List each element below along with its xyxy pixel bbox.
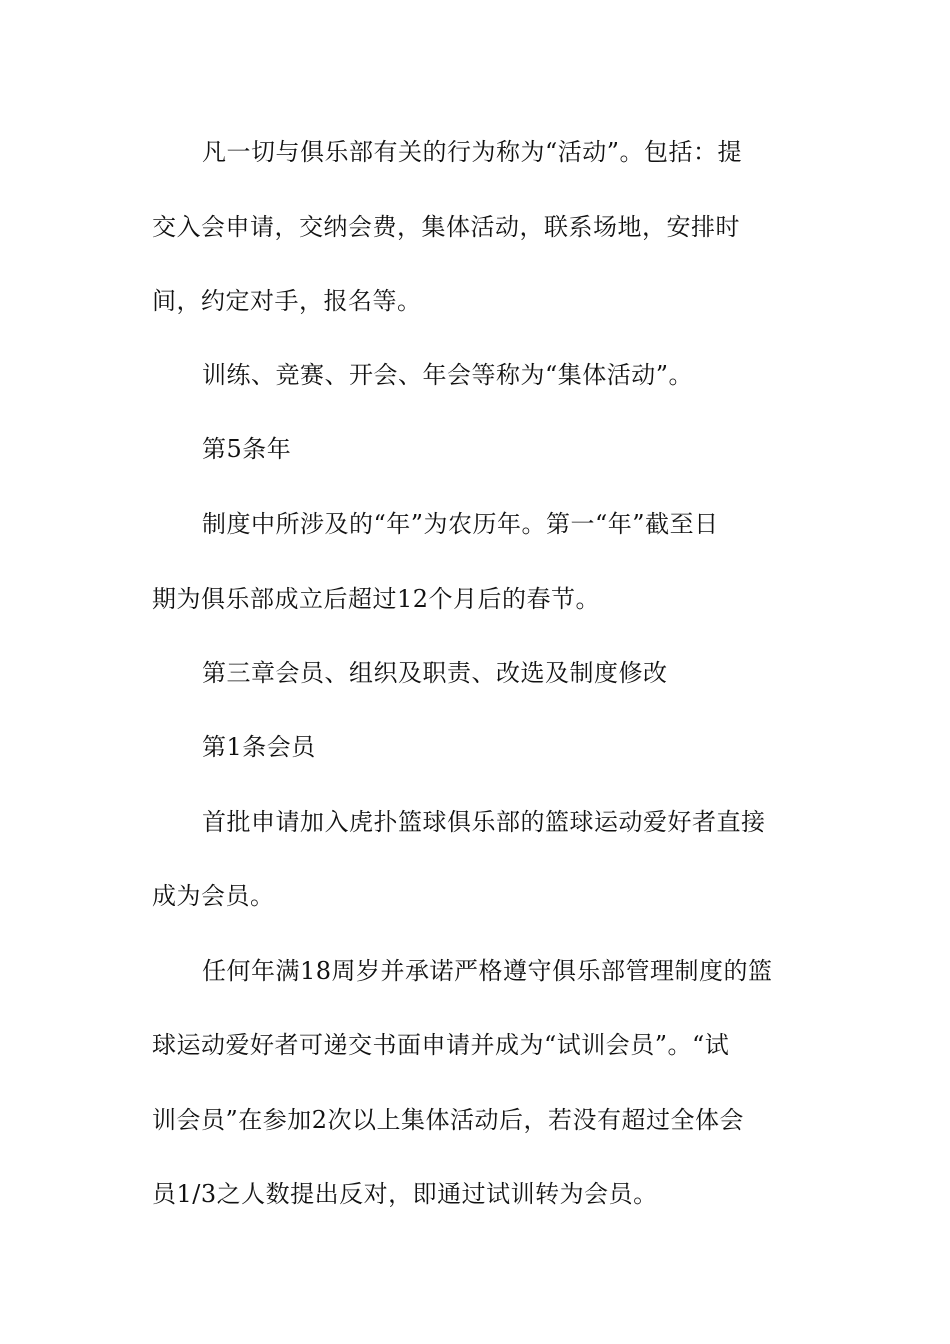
paragraph-collective-activity: 训练、竞赛、开会、年会等称为“集体活动”。 bbox=[202, 361, 694, 389]
chapter-3-heading: 第三章会员、组织及职责、改选及制度修改 bbox=[202, 659, 668, 687]
paragraph-trial-member-line-1: 任何年满18周岁并承诺严格遵守俱乐部管理制度的篮 bbox=[202, 957, 773, 985]
paragraph-first-members-line-1: 首批申请加入虎扑篮球俱乐部的篮球运动爱好者直接 bbox=[202, 808, 766, 836]
paragraph-year-definition-line-2: 期为俱乐部成立后超过12个月后的春节。 bbox=[152, 585, 601, 613]
paragraph-trial-member-line-4: 员1/3之人数提出反对，即通过试训转为会员。 bbox=[152, 1180, 658, 1208]
paragraph-activity-definition-line-3: 间，约定对手，报名等。 bbox=[152, 287, 422, 315]
paragraph-activity-definition-line-1: 凡一切与俱乐部有关的行为称为“活动”。包括：提 bbox=[202, 138, 743, 166]
paragraph-trial-member-line-3: 训会员”在参加2次以上集体活动后，若没有超过全体会 bbox=[152, 1106, 745, 1134]
paragraph-first-members-line-2: 成为会员。 bbox=[152, 882, 275, 910]
paragraph-activity-definition-line-2: 交入会申请，交纳会费，集体活动，联系场地，安排时 bbox=[152, 213, 740, 241]
paragraph-trial-member-line-2: 球运动爱好者可递交书面申请并成为“试训会员”。“试 bbox=[152, 1031, 730, 1059]
article-1-heading: 第1条会员 bbox=[202, 733, 316, 761]
paragraph-year-definition-line-1: 制度中所涉及的“年”为农历年。第一“年”截至日 bbox=[202, 510, 719, 538]
article-5-heading: 第5条年 bbox=[202, 435, 292, 463]
